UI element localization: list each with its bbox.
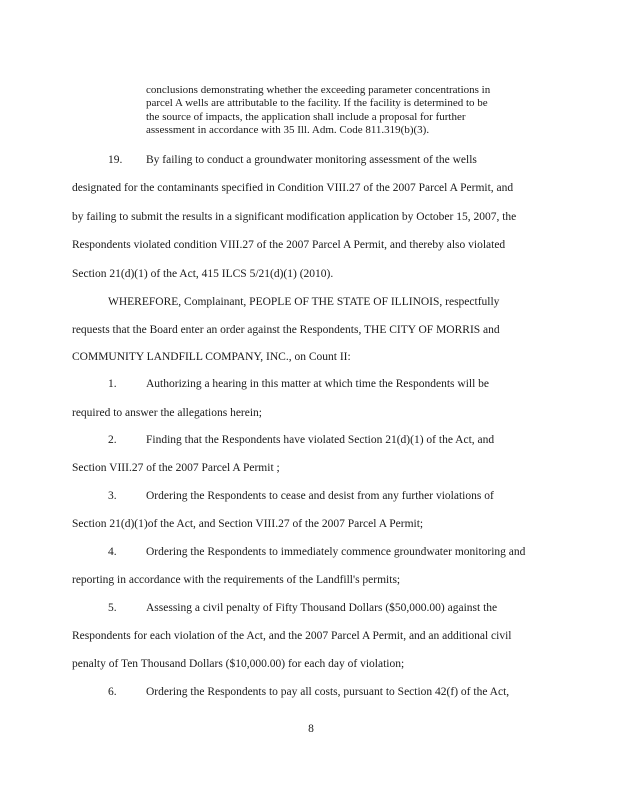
- item-first-line: Ordering the Respondents to cease and desist from any further violations of: [146, 490, 494, 502]
- quote-line: the source of impacts, the application shall include a proposal for further: [146, 110, 466, 123]
- item-continuation: penalty of Ten Thousand Dollars ($10,000.00) for each day of violation;: [72, 658, 405, 670]
- item-number: 2.: [108, 434, 117, 446]
- paragraph-19-first-line: By failing to conduct a groundwater monitoring assessment of the wells: [146, 154, 477, 166]
- wherefore-line: COMMUNITY LANDFILL COMPANY, INC., on Count II:: [72, 351, 351, 363]
- item-number: 3.: [108, 490, 117, 502]
- paragraph-number: 19.: [108, 154, 123, 166]
- wherefore-first-line: WHEREFORE, Complainant, PEOPLE OF THE STATE OF ILLINOIS, respectfully: [108, 296, 500, 308]
- paragraph-19-line: by failing to submit the results in a significant modification application by October 15, 2007, the: [72, 211, 517, 223]
- item-number: 1.: [108, 378, 117, 390]
- quote-line: conclusions demonstrating whether the exceeding parameter concentrations in: [146, 84, 491, 96]
- item-first-line: Ordering the Respondents to pay all costs, pursuant to Section 42(f) of the Act,: [146, 686, 510, 698]
- item-first-line: Authorizing a hearing in this matter at which time the Respondents will be: [146, 378, 490, 390]
- item-number: 5.: [108, 602, 117, 614]
- item-number: 4.: [108, 546, 117, 558]
- item-first-line: Finding that the Respondents have violated Section 21(d)(1) of the Act, and: [146, 434, 495, 446]
- paragraph-19-line: designated for the contaminants specified in Condition VIII.27 of the 2007 Parcel A Permit, and: [72, 182, 514, 194]
- block-quote: [146, 84, 546, 138]
- item-first-line: Ordering the Respondents to immediately commence groundwater monitoring and: [146, 546, 526, 558]
- item-number: 6.: [108, 686, 117, 698]
- item-continuation: required to answer the allegations herein;: [72, 407, 262, 419]
- page-number: 8: [308, 723, 314, 735]
- paragraph-19-line: Respondents violated condition VIII.27 of the 2007 Parcel A Permit, and thereby also violated: [72, 239, 506, 251]
- item-continuation: Section 21(d)(1)of the Act, and Section VIII.27 of the 2007 Parcel A Permit;: [72, 518, 424, 530]
- wherefore-line: requests that the Board enter an order against the Respondents, THE CITY OF MORRIS and: [72, 324, 500, 336]
- quote-line: assessment in accordance with 35 Ill. Adm. Code 811.319(b)(3).: [146, 124, 430, 137]
- item-continuation: reporting in accordance with the requirements of the Landfill's permits;: [72, 574, 401, 586]
- item-continuation: Respondents for each violation of the Act, and the 2007 Parcel A Permit, and an additional civil: [72, 630, 512, 642]
- paragraph-19-line: Section 21(d)(1) of the Act, 415 ILCS 5/21(d)(1) (2010).: [72, 268, 334, 280]
- quote-line: parcel A wells are attributable to the facility. If the facility is determined to be: [146, 97, 488, 110]
- item-first-line: Assessing a civil penalty of Fifty Thousand Dollars ($50,000.00) against the: [146, 602, 498, 614]
- item-continuation: Section VIII.27 of the 2007 Parcel A Permit ;: [72, 462, 280, 474]
